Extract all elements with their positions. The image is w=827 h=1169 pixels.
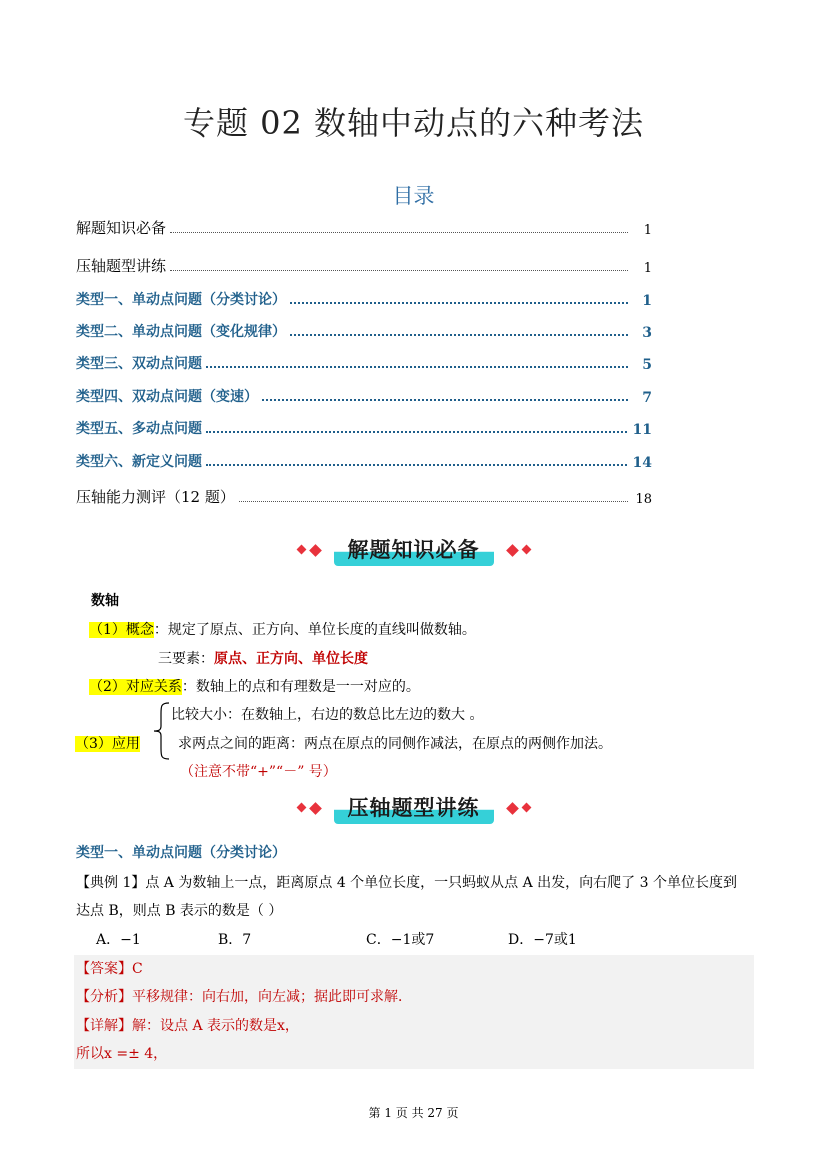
toc-leader (290, 302, 628, 304)
answer-line (76, 958, 143, 978)
toc-entry-page: 7 (642, 390, 652, 406)
toc-entry[interactable] (76, 384, 652, 406)
toc-entry-label: 解题知识必备 (76, 219, 167, 237)
application-note: （注意不带“+”“－” 号） (180, 764, 337, 780)
toc-entry[interactable] (76, 416, 652, 438)
application-line-1: 比较大小：在数轴上，右边的数总比左边的数大 。 (171, 707, 484, 723)
toc-entry[interactable] (76, 216, 652, 238)
analysis-text: 平移规律：向右加，向左减；据此即可求解． (132, 989, 412, 1005)
option-c[interactable]: C．−1或7 (366, 932, 435, 948)
toc-entry-page: 3 (642, 325, 652, 341)
option-b[interactable]: B．7 (218, 932, 252, 948)
type-heading: 类型一、单动点问题（分类讨论） (76, 845, 286, 861)
three-elements-value: 原点、正方向、单位长度 (214, 651, 368, 667)
concept-text: ：规定了原点、正方向、单位长度的直线叫做数轴。 (153, 622, 476, 638)
toc-leader (239, 501, 628, 502)
correspondence-line (89, 676, 420, 696)
example-line-1 (76, 872, 737, 892)
toc-entry-page: 14 (632, 455, 652, 471)
detail-line-2: 所以x =± 4， (76, 1046, 168, 1062)
toc-entry[interactable] (76, 287, 652, 309)
section-banner-knowledge (0, 533, 827, 567)
toc-entry-page: 1 (643, 223, 652, 238)
section-banner-practice (0, 791, 827, 825)
option-d[interactable]: D．−7或1 (508, 932, 577, 948)
toc-entry-page: 1 (642, 293, 652, 309)
analysis-line (76, 986, 412, 1006)
section-heading: 数轴 (91, 593, 119, 609)
three-elements-label: 三要素： (158, 651, 214, 667)
example-tag: 【典例 1】 (76, 875, 146, 891)
page-footer: 第 1 页 共 27 页 (368, 1106, 459, 1120)
toc-entry-label: 类型三、双动点问题 (76, 356, 202, 372)
diamond-icon (296, 546, 322, 555)
concept-tag: （1）概念 (89, 622, 154, 638)
toc-heading: 目录 (392, 184, 435, 208)
toc-entry-label: 类型六、新定义问题 (76, 454, 202, 470)
answer-value: C (132, 961, 143, 977)
detail-label: 【详解】 (76, 1018, 132, 1034)
toc-entry[interactable] (76, 351, 652, 373)
toc-entry-page: 18 (635, 492, 652, 507)
toc-leader (290, 334, 628, 336)
toc-entry-label: 类型二、单动点问题（变化规律） (76, 324, 286, 340)
brace-icon (153, 702, 171, 760)
three-elements-line (158, 648, 368, 668)
application-tag-wrap (75, 733, 140, 753)
toc-entry-label: 压轴能力测评（12 题） (76, 488, 235, 506)
toc-leader (206, 431, 627, 433)
toc-entry-label: 类型一、单动点问题（分类讨论） (76, 292, 286, 308)
diamond-icon (296, 804, 322, 813)
application-tag: （3）应用 (75, 736, 140, 752)
diamond-icon (506, 546, 532, 555)
toc-entry[interactable] (76, 319, 652, 341)
option-a[interactable]: A．−1 (96, 932, 141, 948)
detail-line (76, 1015, 299, 1035)
analysis-label: 【分析】 (76, 989, 132, 1005)
toc-leader (170, 232, 628, 233)
toc-leader (206, 366, 628, 368)
toc-entry[interactable] (76, 254, 652, 276)
correspondence-tag: （2）对应关系 (89, 679, 182, 695)
toc-entry-page: 1 (643, 261, 652, 276)
page-title: 专题 02 数轴中动点的六种考法 (182, 104, 645, 142)
toc-leader (206, 464, 627, 466)
example-line-2: 达点 B，则点 B 表示的数是（ ） (76, 903, 283, 919)
toc-entry-label: 类型四、双动点问题（变速） (76, 389, 258, 405)
concept-line (89, 619, 476, 639)
correspondence-text: ：数轴上的点和有理数是一一对应的。 (181, 679, 420, 695)
toc-entry-page: 11 (632, 422, 652, 438)
toc-entry[interactable] (76, 449, 652, 471)
answer-box (74, 955, 754, 1069)
example-text-1: 点 A 为数轴上一点，距离原点 4 个单位长度，一只蚂蚁从点 A 出发，向右爬了 3 个单位长度到 (145, 875, 737, 891)
banner-label: 解题知识必备 (334, 534, 494, 566)
toc-leader (262, 399, 628, 401)
detail-text: 解：设点 A 表示的数是x， (132, 1018, 299, 1034)
banner-label: 压轴题型讲练 (334, 792, 494, 824)
toc-entry-label: 压轴题型讲练 (76, 257, 167, 275)
toc-entry[interactable] (76, 485, 652, 507)
toc-leader (170, 270, 628, 271)
toc-entry-label: 类型五、多动点问题 (76, 421, 202, 437)
toc-entry-page: 5 (642, 357, 652, 373)
diamond-icon (506, 804, 532, 813)
application-line-2: 求两点之间的距离：两点在原点的同侧作减法，在原点的两侧作加法。 (178, 736, 612, 752)
answer-label: 【答案】 (76, 961, 132, 977)
